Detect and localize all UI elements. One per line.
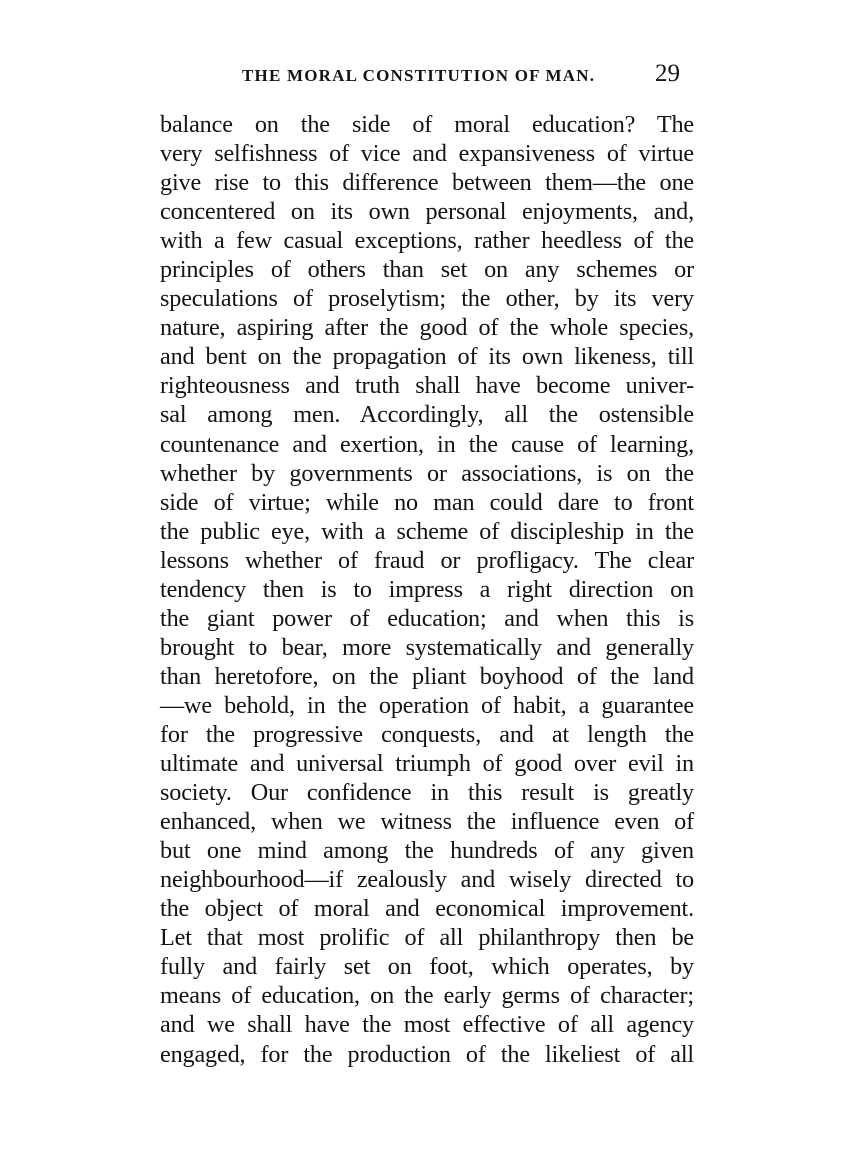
text-line: whether by governments or associations, is on the xyxy=(160,459,694,487)
text-line: righteousness and truth shall have become univer- xyxy=(160,372,694,400)
text-line: brought to bear, more systematically and generally xyxy=(160,633,694,661)
text-line: lessons whether of fraud or profligacy. The clear xyxy=(160,546,694,574)
text-line: balance on the side of moral education? The xyxy=(160,111,694,138)
text-line: give rise to this difference between them—the one xyxy=(160,169,694,197)
text-line: but one mind among the hundreds of any given xyxy=(160,837,694,865)
text-line: tendency then is to impress a right direction on xyxy=(160,575,694,603)
text-line: engaged, for the production of the likeliest of all xyxy=(160,1040,694,1068)
running-head xyxy=(160,60,694,92)
text-line: means of education, on the early germs of character; xyxy=(160,982,694,1010)
text-line: for the progressive conquests, and at length the xyxy=(160,720,694,748)
text-line: and bent on the propagation of its own likeness, till xyxy=(160,343,694,371)
body-text xyxy=(160,110,694,1069)
text-line: with a few casual exceptions, rather heedless of the xyxy=(160,227,694,255)
text-line: the public eye, with a scheme of discipleship in the xyxy=(160,517,694,545)
text-line: countenance and exertion, in the cause of learning, xyxy=(160,430,694,458)
text-line: Let that most prolific of all philanthropy then be xyxy=(160,924,694,952)
text-line: fully and fairly set on foot, which operates, by xyxy=(160,953,694,981)
text-line: very selfishness of vice and expansiveness of virtue xyxy=(160,140,694,168)
text-line: enhanced, when we witness the influence even of xyxy=(160,808,694,836)
text-line: and we shall have the most effective of all agency xyxy=(160,1011,694,1039)
text-line: than heretofore, on the pliant boyhood of the land xyxy=(160,662,694,690)
text-line: —we behold, in the operation of habit, a guarantee xyxy=(160,691,694,719)
running-title: THE MORAL CONSTITUTION OF MAN. xyxy=(242,66,596,85)
text-line: concentered on its own personal enjoyments, and, xyxy=(160,198,694,226)
text-line: side of virtue; while no man could dare to front xyxy=(160,488,694,516)
text-line: principles of others than set on any schemes or xyxy=(160,256,694,284)
text-line: the giant power of education; and when this is xyxy=(160,604,694,632)
text-line: society. Our confidence in this result is greatly xyxy=(160,779,694,807)
text-line: nature, aspiring after the good of the whole species, xyxy=(160,314,694,342)
text-line: the object of moral and economical improvement. xyxy=(160,895,694,923)
text-line: speculations of proselytism; the other, by its very xyxy=(160,285,694,313)
text-line: neighbourhood—if zealously and wisely directed to xyxy=(160,866,694,894)
text-line: sal among men. Accordingly, all the ostensible xyxy=(160,401,694,429)
page-number: 29 xyxy=(655,60,680,87)
text-line: ultimate and universal triumph of good over evil in xyxy=(160,750,694,778)
